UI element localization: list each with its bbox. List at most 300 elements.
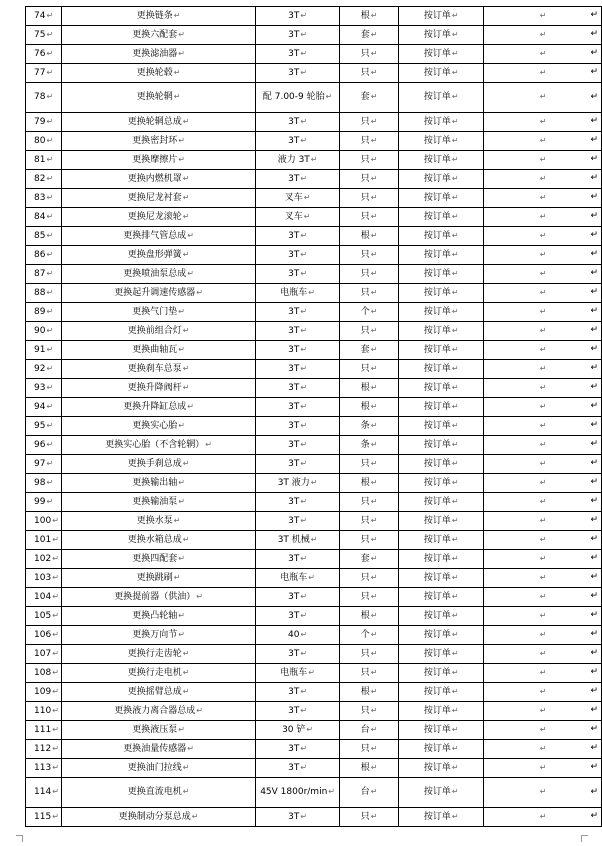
- item-name: 更换凸轮轴: [132, 610, 178, 621]
- item-remark-cell: [484, 645, 602, 664]
- row-number: 113: [34, 762, 52, 773]
- table-row: [26, 512, 602, 531]
- cell-end-mark: ↵: [178, 724, 185, 734]
- item-unit-cell: [340, 493, 399, 512]
- cell-end-mark: ↵: [52, 787, 59, 796]
- table-row: [26, 702, 602, 721]
- item-price: 按订单: [423, 787, 451, 797]
- item-name-cell: [61, 284, 255, 303]
- item-name-cell: [61, 322, 255, 341]
- item-spec: 叉车: [284, 211, 303, 222]
- item-name-cell: [61, 808, 255, 827]
- item-price: 按订单: [423, 610, 451, 621]
- cell-end-mark: ↵: [451, 534, 459, 544]
- item-remark-cell: [484, 808, 602, 827]
- row-end-mark: ↵: [590, 10, 598, 20]
- cell-end-mark: ↵: [46, 29, 54, 39]
- item-unit-cell: [340, 189, 399, 208]
- item-spec: 3T: [288, 116, 300, 127]
- cell-end-mark: ↵: [52, 762, 59, 772]
- item-name: 更换制动分泵总成: [118, 811, 191, 822]
- item-remark-cell: [484, 246, 602, 265]
- item-unit-cell: [340, 208, 399, 227]
- cell-end-mark: ↵: [539, 287, 547, 297]
- item-name-cell: [61, 569, 255, 588]
- table-row: [26, 607, 602, 626]
- item-spec-cell: [256, 303, 340, 322]
- row-end-mark: ↵: [590, 667, 598, 677]
- cell-end-mark: ↵: [451, 553, 459, 563]
- cell-end-mark: ↵: [182, 211, 190, 221]
- item-name-cell: [61, 588, 255, 607]
- item-price: 按订单: [423, 230, 451, 241]
- row-number: 98: [34, 477, 46, 488]
- item-name: 更换滤油器: [132, 48, 178, 59]
- row-number-cell: [26, 531, 62, 550]
- item-unit-cell: [340, 45, 399, 64]
- cell-end-mark: ↵: [370, 724, 378, 734]
- item-spec: 配 7.00-9 轮胎: [262, 92, 325, 102]
- row-number: 82: [34, 173, 46, 184]
- table-row: [26, 493, 602, 512]
- cell-end-mark: ↵: [300, 811, 308, 821]
- item-spec-cell: [256, 227, 340, 246]
- cell-end-mark: ↵: [451, 629, 459, 639]
- table-row: [26, 132, 602, 151]
- item-price-cell: [399, 113, 484, 132]
- item-name-cell: [61, 26, 255, 45]
- cell-end-mark: ↵: [52, 534, 59, 544]
- cell-end-mark: ↵: [300, 344, 308, 354]
- item-spec-cell: [256, 132, 340, 151]
- item-unit: 个: [360, 306, 370, 317]
- table-row: [26, 550, 602, 569]
- item-price-cell: [399, 436, 484, 455]
- item-spec: 3T: [288, 458, 300, 469]
- item-spec-cell: [256, 778, 340, 808]
- row-end-mark: ↵: [590, 534, 598, 544]
- cell-end-mark: ↵: [539, 344, 547, 354]
- item-spec-cell: [256, 455, 340, 474]
- item-unit-cell: [340, 607, 399, 626]
- cell-end-mark: ↵: [539, 382, 547, 392]
- item-unit: 只: [360, 743, 370, 754]
- row-number: 94: [34, 401, 46, 412]
- cell-end-mark: ↵: [370, 591, 378, 601]
- cell-end-mark: ↵: [300, 629, 308, 639]
- item-name-cell: [61, 83, 255, 113]
- item-price-cell: [399, 64, 484, 83]
- row-number: 90: [34, 325, 46, 336]
- cell-end-mark: ↵: [52, 648, 59, 658]
- item-unit-cell: [340, 151, 399, 170]
- cell-end-mark: ↵: [370, 344, 378, 354]
- item-unit-cell: [340, 588, 399, 607]
- table-row: [26, 588, 602, 607]
- cell-end-mark: ↵: [539, 420, 547, 430]
- item-price: 按订单: [423, 667, 451, 678]
- cell-end-mark: ↵: [539, 496, 547, 506]
- cell-end-mark: ↵: [451, 705, 459, 715]
- row-end-mark: ↵: [590, 249, 598, 259]
- item-remark-cell: [484, 151, 602, 170]
- item-price: 按订单: [423, 211, 451, 222]
- cell-end-mark: ↵: [451, 515, 459, 525]
- row-number-cell: [26, 26, 62, 45]
- item-spec: 3T: [288, 743, 300, 754]
- item-spec: 3T: [288, 401, 300, 412]
- cell-end-mark: ↵: [539, 173, 547, 183]
- cell-end-mark: ↵: [300, 48, 308, 58]
- row-end-mark: ↵: [590, 382, 598, 392]
- table-row: [26, 170, 602, 189]
- item-unit: 只: [360, 287, 370, 298]
- row-end-mark: ↵: [590, 268, 598, 278]
- item-unit-cell: [340, 474, 399, 493]
- row-number-cell: [26, 265, 62, 284]
- cell-end-mark: ↵: [451, 29, 459, 39]
- item-unit: 根: [360, 477, 370, 488]
- cell-end-mark: ↵: [370, 192, 378, 202]
- cell-end-mark: ↵: [539, 534, 547, 544]
- cell-end-mark: ↵: [539, 458, 547, 468]
- row-number: 105: [34, 610, 52, 621]
- cell-end-mark: ↵: [303, 211, 311, 221]
- item-spec: 3T: [288, 249, 300, 260]
- item-spec: 3T: [288, 648, 300, 659]
- item-remark-cell: [484, 303, 602, 322]
- item-price-cell: [399, 227, 484, 246]
- item-name-cell: [61, 721, 255, 740]
- cell-end-mark: ↵: [539, 610, 547, 620]
- item-price-cell: [399, 531, 484, 550]
- cell-end-mark: ↵: [52, 743, 59, 753]
- row-number-cell: [26, 83, 62, 113]
- cell-end-mark: ↵: [539, 743, 547, 753]
- cell-end-mark: ↵: [325, 92, 333, 101]
- row-end-mark: ↵: [590, 515, 598, 525]
- cell-end-mark: ↵: [300, 268, 308, 278]
- item-name-cell: [61, 398, 255, 417]
- cell-end-mark: ↵: [451, 420, 459, 430]
- cell-end-mark: ↵: [52, 610, 59, 620]
- item-spec-cell: [256, 208, 340, 227]
- row-end-mark: ↵: [590, 67, 598, 77]
- item-price-cell: [399, 7, 484, 26]
- item-spec-cell: [256, 113, 340, 132]
- row-end-mark: ↵: [590, 686, 598, 696]
- cell-end-mark: ↵: [370, 743, 378, 753]
- item-spec: 3T: [288, 306, 300, 317]
- row-number-cell: [26, 417, 62, 436]
- row-number: 86: [34, 249, 46, 260]
- item-spec-cell: [256, 588, 340, 607]
- row-number: 99: [34, 496, 46, 507]
- item-remark-cell: [484, 284, 602, 303]
- cell-end-mark: ↵: [308, 572, 315, 582]
- item-price-cell: [399, 759, 484, 778]
- cell-end-mark: ↵: [52, 591, 59, 601]
- cell-end-mark: ↵: [173, 10, 181, 20]
- row-number: 115: [34, 811, 52, 822]
- item-unit: 只: [360, 811, 370, 822]
- item-unit: 只: [360, 116, 370, 127]
- item-name-cell: [61, 740, 255, 759]
- row-number-cell: [26, 759, 62, 778]
- row-end-mark: ↵: [590, 786, 598, 797]
- item-name: 更换曲轴瓦: [132, 344, 178, 355]
- item-name-cell: [61, 7, 255, 26]
- item-price-cell: [399, 398, 484, 417]
- item-name-cell: [61, 360, 255, 379]
- item-spec: 3T: [288, 762, 300, 773]
- row-end-mark: ↵: [590, 192, 598, 202]
- row-end-mark: ↵: [590, 287, 598, 297]
- item-spec: 液力 3T: [277, 154, 310, 165]
- row-end-mark: ↵: [590, 496, 598, 506]
- item-price-cell: [399, 512, 484, 531]
- item-price: 按订单: [423, 67, 451, 78]
- cell-end-mark: ↵: [46, 325, 54, 335]
- cell-end-mark: ↵: [178, 629, 185, 639]
- item-name: 更换起升调速传感器: [114, 287, 196, 298]
- item-unit: 根: [360, 686, 370, 697]
- item-spec-cell: [256, 45, 340, 64]
- cell-end-mark: ↵: [451, 230, 459, 240]
- item-price-cell: [399, 83, 484, 113]
- item-name-cell: [61, 474, 255, 493]
- cell-end-mark: ↵: [46, 92, 54, 101]
- item-price: 按订单: [423, 572, 451, 583]
- cell-end-mark: ↵: [300, 67, 308, 77]
- item-remark-cell: [484, 113, 602, 132]
- cell-end-mark: ↵: [173, 67, 181, 77]
- cell-end-mark: ↵: [46, 268, 54, 278]
- item-name-cell: [61, 645, 255, 664]
- cell-end-mark: ↵: [46, 306, 54, 316]
- item-spec: 3T: [288, 553, 300, 564]
- cell-end-mark: ↵: [370, 610, 378, 620]
- item-spec-cell: [256, 26, 340, 45]
- item-spec-cell: [256, 83, 340, 113]
- row-number: 85: [34, 230, 46, 241]
- item-price: 按订单: [423, 591, 451, 602]
- row-end-mark: ↵: [590, 154, 598, 164]
- cell-end-mark: ↵: [300, 591, 308, 601]
- item-spec-cell: [256, 721, 340, 740]
- table-row: [26, 740, 602, 759]
- cell-end-mark: ↵: [182, 382, 190, 392]
- item-price-cell: [399, 45, 484, 64]
- row-number-cell: [26, 702, 62, 721]
- cell-end-mark: ↵: [539, 724, 547, 734]
- item-price: 按订单: [423, 811, 451, 822]
- item-unit-cell: [340, 398, 399, 417]
- item-name-cell: [61, 417, 255, 436]
- cell-end-mark: ↵: [539, 306, 547, 316]
- row-number-cell: [26, 208, 62, 227]
- table-row: [26, 436, 602, 455]
- item-spec: 3T: [288, 420, 300, 431]
- row-number: 80: [34, 135, 46, 146]
- item-unit: 只: [360, 192, 370, 203]
- cell-end-mark: ↵: [46, 496, 54, 506]
- cell-end-mark: ↵: [370, 648, 378, 658]
- cell-end-mark: ↵: [46, 344, 54, 354]
- item-price-cell: [399, 151, 484, 170]
- cell-end-mark: ↵: [300, 686, 308, 696]
- item-price: 按订单: [423, 743, 451, 754]
- item-name: 更换六配套: [132, 29, 178, 40]
- cell-end-mark: ↵: [451, 439, 459, 449]
- table-row: [26, 208, 602, 227]
- cell-end-mark: ↵: [300, 325, 308, 335]
- item-name-cell: [61, 151, 255, 170]
- item-unit-cell: [340, 284, 399, 303]
- cell-end-mark: ↵: [52, 811, 59, 821]
- cell-end-mark: ↵: [178, 344, 185, 354]
- item-spec-cell: [256, 702, 340, 721]
- row-end-mark: ↵: [590, 439, 598, 449]
- cell-end-mark: ↵: [370, 458, 378, 468]
- cell-end-mark: ↵: [370, 686, 378, 696]
- item-unit-cell: [340, 455, 399, 474]
- item-price-cell: [399, 569, 484, 588]
- row-end-mark: ↵: [590, 610, 598, 620]
- item-spec: 3T: [288, 67, 300, 78]
- item-remark-cell: [484, 550, 602, 569]
- cell-end-mark: ↵: [539, 29, 547, 39]
- item-price: 按订单: [423, 92, 451, 102]
- cell-end-mark: ↵: [52, 705, 59, 715]
- row-end-mark: ↵: [590, 230, 598, 240]
- cell-end-mark: ↵: [370, 306, 378, 316]
- item-spec-cell: [256, 664, 340, 683]
- item-spec: 3T: [288, 344, 300, 355]
- row-number: 79: [34, 116, 46, 127]
- item-unit-cell: [340, 379, 399, 398]
- cell-end-mark: ↵: [182, 116, 190, 126]
- item-name-cell: [61, 113, 255, 132]
- cell-end-mark: ↵: [173, 92, 181, 101]
- item-name: 更换行走齿轮: [127, 648, 182, 659]
- item-name-cell: [61, 607, 255, 626]
- item-remark-cell: [484, 759, 602, 778]
- item-spec-cell: [256, 265, 340, 284]
- row-number: 101: [34, 534, 52, 545]
- item-spec-cell: [256, 683, 340, 702]
- item-price: 按订单: [423, 29, 451, 40]
- item-spec-cell: [256, 569, 340, 588]
- cell-end-mark: ↵: [451, 743, 459, 753]
- cell-end-mark: ↵: [306, 724, 314, 734]
- item-remark-cell: [484, 778, 602, 808]
- cell-end-mark: ↵: [182, 249, 190, 259]
- item-unit-cell: [340, 341, 399, 360]
- item-price-cell: [399, 455, 484, 474]
- item-spec: 3T: [288, 268, 300, 279]
- item-name: 更换油门拉线: [127, 762, 182, 773]
- item-name-cell: [61, 664, 255, 683]
- row-number: 93: [34, 382, 46, 393]
- cell-end-mark: ↵: [539, 553, 547, 563]
- row-number-cell: [26, 626, 62, 645]
- cell-end-mark: ↵: [539, 135, 547, 145]
- item-remark-cell: [484, 265, 602, 284]
- item-price-cell: [399, 778, 484, 808]
- cell-end-mark: ↵: [300, 439, 308, 449]
- cell-end-mark: ↵: [196, 287, 203, 297]
- item-unit: 只: [360, 154, 370, 165]
- item-unit-cell: [340, 569, 399, 588]
- cell-end-mark: ↵: [451, 724, 459, 734]
- cell-end-mark: ↵: [187, 401, 194, 411]
- item-price: 按订单: [423, 10, 451, 21]
- row-end-mark: ↵: [590, 29, 598, 39]
- item-unit: 根: [360, 230, 370, 241]
- cell-end-mark: ↵: [451, 154, 459, 164]
- cell-end-mark: ↵: [328, 787, 335, 796]
- cell-end-mark: ↵: [451, 92, 459, 101]
- item-price: 按订单: [423, 344, 451, 355]
- cell-end-mark: ↵: [451, 344, 459, 354]
- item-spec: 3T 机械: [277, 534, 310, 545]
- row-number-cell: [26, 493, 62, 512]
- cell-end-mark: ↵: [370, 249, 378, 259]
- item-name: 更换气门垫: [132, 306, 178, 317]
- cell-end-mark: ↵: [539, 629, 547, 639]
- item-name-cell: [61, 189, 255, 208]
- row-end-mark: ↵: [590, 401, 598, 411]
- cell-end-mark: ↵: [196, 591, 203, 601]
- item-unit: 根: [360, 762, 370, 773]
- item-spec-cell: [256, 512, 340, 531]
- row-end-mark: ↵: [590, 572, 598, 582]
- cell-end-mark: ↵: [300, 306, 308, 316]
- item-price-cell: [399, 550, 484, 569]
- item-remark-cell: [484, 83, 602, 113]
- row-number-cell: [26, 132, 62, 151]
- item-unit-cell: [340, 246, 399, 265]
- item-price: 按订单: [423, 48, 451, 59]
- row-number: 81: [34, 154, 46, 165]
- item-remark-cell: [484, 664, 602, 683]
- item-remark-cell: [484, 417, 602, 436]
- cell-end-mark: ↵: [46, 230, 54, 240]
- cell-end-mark: ↵: [173, 572, 181, 582]
- item-name: 更换前组合灯: [127, 325, 182, 336]
- table-row: [26, 626, 602, 645]
- item-name: 更换实心胎: [132, 420, 178, 431]
- item-name: 更换跳刷: [136, 572, 173, 583]
- item-spec: 3T: [288, 135, 300, 146]
- cell-end-mark: ↵: [451, 591, 459, 601]
- item-price-cell: [399, 341, 484, 360]
- cell-end-mark: ↵: [300, 496, 308, 506]
- item-remark-cell: [484, 398, 602, 417]
- item-name: 更换输出轴: [132, 477, 178, 488]
- item-price: 按订单: [423, 268, 451, 279]
- cell-end-mark: ↵: [451, 572, 459, 582]
- table-row: [26, 455, 602, 474]
- item-unit-cell: [340, 7, 399, 26]
- cell-end-mark: ↵: [46, 382, 54, 392]
- item-spec: 3T 液力: [277, 477, 310, 488]
- item-price-cell: [399, 808, 484, 827]
- item-remark-cell: [484, 683, 602, 702]
- item-unit-cell: [340, 702, 399, 721]
- item-spec-cell: [256, 322, 340, 341]
